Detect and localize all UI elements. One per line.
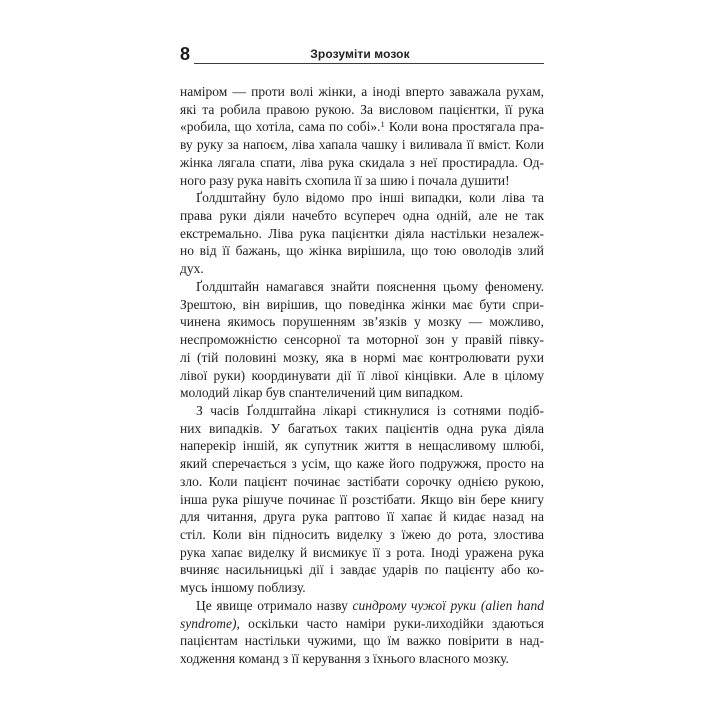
text-line bbox=[180, 455, 544, 473]
text-segment: екстремально. Ліва рука пацієнтки діяла настільки незалеж- bbox=[180, 225, 544, 241]
text-segment: наміром — проти волі жінки, а іноді вперто заважала рухам, bbox=[180, 84, 544, 99]
text-line bbox=[180, 172, 544, 190]
text-line bbox=[180, 154, 544, 172]
text-segment: жінка лягала спати, ліва рука скидала з неї простирадла. Од- bbox=[180, 154, 544, 170]
text-segment: ходження команд з її керування з їхнього власного мозку. bbox=[180, 651, 509, 666]
text-line bbox=[180, 278, 544, 296]
text-segment: інша рука рішуче починає її розстібати. Якщо він бере книгу bbox=[180, 491, 544, 507]
text-line bbox=[180, 207, 544, 225]
text-line bbox=[180, 349, 544, 367]
text-line bbox=[180, 597, 544, 615]
text-line bbox=[180, 136, 544, 154]
text-line bbox=[180, 402, 544, 420]
text-segment: стіл. Коли він підносить виделку з їжею до рота, злостива bbox=[180, 526, 544, 542]
text-line bbox=[180, 491, 544, 509]
text-segment: який сперечається з усім, що каже його подружжя, просто на bbox=[180, 456, 544, 472]
text-segment: молодий лікар був спантеличений цим випадком. bbox=[180, 385, 464, 401]
text-segment: для читання, друга рука раптово її хапає й кидає назад на bbox=[180, 509, 544, 525]
text-segment: вчиняє насильницькі дії і завдає ударів по пацієнту або ко- bbox=[180, 562, 544, 578]
text-line bbox=[180, 579, 544, 597]
running-head-title: Зрозуміти мозок bbox=[310, 47, 410, 61]
text-line bbox=[180, 331, 544, 349]
text-line bbox=[180, 118, 544, 136]
text-segment: ного разу рука навіть схопила її за шию і почала душити! bbox=[180, 172, 510, 188]
text-segment: Ґолдштайн намагався знайти пояснення цьому феномену. bbox=[196, 278, 544, 294]
text-line bbox=[180, 473, 544, 491]
text-line bbox=[180, 420, 544, 438]
page-number: 8 bbox=[180, 44, 191, 64]
text-line bbox=[180, 544, 544, 562]
text-segment: зло. Коли пацієнт починає застібати сорочку однією рукою, bbox=[180, 473, 544, 489]
text-segment: ву руку за напоєм, ліва хапала чашку і виливала її вміст. Коли bbox=[180, 137, 544, 153]
text-segment: лівої руки) координувати дії її лівої кінцівки. Але в цілому bbox=[180, 367, 544, 383]
text-segment: «робила, що хотіла, сама по собі». bbox=[180, 119, 381, 135]
text-line bbox=[180, 615, 544, 633]
text-segment: , оскільки часто наміри руки-лиходійки здаються bbox=[236, 615, 544, 631]
text-line bbox=[180, 632, 544, 650]
italic-text: синдрому чужої руки (alien hand bbox=[352, 597, 544, 613]
text-line bbox=[180, 508, 544, 526]
text-segment: пацієнтам настільки чужими, що їм важко повірити в над- bbox=[180, 633, 544, 649]
text-segment: Ґолдштайну було відомо про інші випадки, коли ліва та bbox=[196, 190, 544, 206]
text-line bbox=[180, 189, 544, 207]
text-line bbox=[180, 296, 544, 314]
text-segment: но від її бажань, що жінка вирішила, що тою оволодів злий bbox=[180, 243, 544, 259]
text-line bbox=[180, 83, 544, 101]
text-segment: рука хапає виделку й висмикує її з рота. Іноді уражена рука bbox=[180, 544, 544, 560]
page-header bbox=[180, 44, 544, 64]
text-segment: Це явище отримало назву bbox=[196, 597, 353, 613]
text-segment: чинена якимось порушенням зв’язків у мозку — можливо, bbox=[180, 314, 544, 330]
text-segment: наперекір іншій, як супутник життя в нещасливому шлюбі, bbox=[180, 438, 544, 454]
italic-text: syndrome) bbox=[180, 615, 237, 631]
text-segment: них випадків. У багатьох таких пацієнтів одна рука діяла bbox=[180, 420, 544, 436]
text-segment: Зрештою, він вирішив, що поведінка жінки має бути спри- bbox=[180, 296, 544, 312]
body-text bbox=[180, 83, 544, 668]
text-segment: лі (тій половині мозку, яка в нормі має контролювати рухи bbox=[180, 349, 544, 365]
text-segment: З часів Ґолдштайна лікарі стикнулися із сотнями подіб- bbox=[196, 402, 544, 418]
text-segment: права руки діяли начебто всупереч одна одній, але не так bbox=[180, 208, 544, 224]
text-segment: Коли вона простягала пра- bbox=[384, 119, 544, 135]
text-line bbox=[180, 101, 544, 119]
text-line bbox=[180, 384, 544, 402]
text-line bbox=[180, 526, 544, 544]
text-line bbox=[180, 437, 544, 455]
text-line bbox=[180, 313, 544, 331]
text-segment: дух. bbox=[180, 261, 204, 277]
text-line bbox=[180, 650, 544, 668]
text-line bbox=[180, 242, 544, 260]
text-line bbox=[180, 561, 544, 579]
text-segment: неспроможністю сенсорної та моторної зон у правій півку- bbox=[180, 332, 544, 348]
text-line bbox=[180, 367, 544, 385]
text-segment: мусь іншому поблизу. bbox=[180, 580, 306, 596]
text-line bbox=[180, 260, 544, 278]
footnote-ref: 1 bbox=[380, 119, 385, 130]
header-rule bbox=[194, 63, 544, 64]
text-segment: які та робила правою рукою. За висловом пацієнтки, її рука bbox=[180, 101, 544, 117]
text-line bbox=[180, 225, 544, 243]
